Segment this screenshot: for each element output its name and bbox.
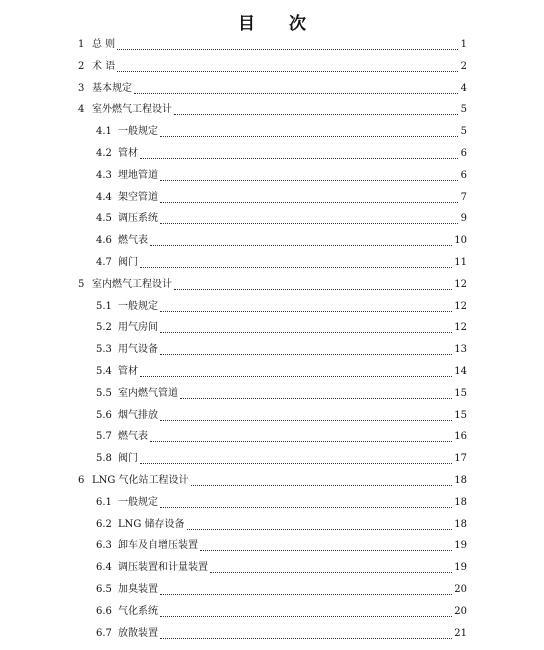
toc-entry-page-number: 12 [454,300,467,312]
dot-leader [174,113,458,115]
toc-entry-label: 加臭装置 [118,584,158,595]
toc-entry-page-number: 11 [454,257,467,268]
dot-leader [160,179,458,181]
toc-entry-number: 4.1 [96,126,112,138]
dot-leader [134,92,458,94]
toc-entry-number: 4.3 [96,169,112,181]
toc-entry-number: 3 [78,82,85,94]
dot-leader [160,506,452,508]
dot-leader [150,440,452,442]
toc-entry[interactable] [78,102,467,118]
toc-entry[interactable] [96,190,467,206]
toc-entry[interactable] [96,124,467,140]
toc-entry-page-number: 9 [460,213,467,225]
toc-entry-label: 燃气表 [118,235,148,247]
dot-leader [160,310,452,312]
toc-entry-label: 室内燃气管道 [118,387,178,399]
toc-entry[interactable] [96,604,467,620]
toc-entry[interactable] [96,211,467,227]
toc-entry-number: 6.1 [96,496,112,508]
toc-entry-label: 总 则 [92,39,116,50]
toc-entry[interactable] [96,451,467,467]
dot-leader [160,637,452,639]
toc-entry-label: 室内燃气工程设计 [92,278,172,290]
toc-entry-label: 用气房间 [118,322,158,334]
toc-entry-page-number: 18 [454,496,467,508]
dot-leader [160,593,452,595]
toc-entry-number: 4 [78,104,85,116]
toc-entry[interactable] [78,277,467,293]
toc-entry-label: LNG 气化站工程设计 [92,475,189,486]
toc-entry-number: 4.7 [96,257,112,268]
toc-entry[interactable] [96,233,467,249]
toc-entry-label: 管材 [118,148,138,159]
toc-entry-number: 5.6 [96,409,112,421]
toc-entry[interactable] [78,37,467,53]
toc-entry[interactable] [96,320,467,336]
dot-leader [187,528,453,530]
toc-entry-page-number: 20 [454,605,467,617]
toc-entry-number: 2 [78,60,85,72]
toc-entry-label: LNG 储存设备 [118,518,185,530]
toc-entry-page-number: 16 [454,431,467,443]
toc-entry-label: 阀门 [118,453,138,465]
toc-entry[interactable] [96,168,467,184]
toc-entry-label: 术 语 [92,60,116,72]
dot-leader [160,222,458,224]
toc-entry-number: 1 [78,39,85,50]
dot-leader [150,244,452,246]
toc-entry-label: 烟气排放 [118,409,158,421]
dot-leader [140,375,452,377]
toc-entry-page-number: 5 [460,126,467,138]
toc-entry-page-number: 6 [460,148,467,159]
toc-entry-page-number: 20 [454,584,467,595]
toc-entry-page-number: 1 [460,39,467,50]
toc-entry-number: 5.8 [96,453,112,465]
toc-entry-label: 燃气表 [118,431,148,443]
toc-entry-page-number: 12 [454,322,467,334]
dot-leader [160,419,452,421]
toc-entry-page-number: 7 [460,191,467,203]
toc-entry-label: 室外燃气工程设计 [92,104,172,116]
toc-entry[interactable] [96,299,467,315]
page-title: 目 次 [238,14,320,34]
toc-entry-number: 6.5 [96,584,112,595]
dot-leader [160,353,452,355]
toc-entry-label: 放散装置 [118,627,158,639]
toc-entry-page-number: 15 [454,409,467,421]
toc-entry-number: 6.7 [96,627,112,639]
dot-leader [174,288,452,290]
toc-entry[interactable] [96,582,467,598]
toc-entry-label: 基本规定 [92,82,132,94]
toc-entry-number: 6 [78,475,85,486]
toc-entry-number: 6.3 [96,540,112,552]
dot-leader [140,157,458,159]
toc-entry-label: 用气设备 [118,344,158,356]
dot-leader [160,331,452,333]
toc-entry-number: 5.7 [96,431,112,443]
toc-entry[interactable] [96,429,467,445]
dot-leader [160,201,458,203]
toc-entry-page-number: 2 [460,60,467,72]
dot-leader [200,549,452,551]
toc-entry[interactable] [78,473,467,489]
toc-entry-number: 6.4 [96,562,112,574]
toc-entry-label: 调压系统 [118,213,158,225]
toc-entry-page-number: 15 [454,387,467,399]
toc-entry[interactable] [96,408,467,424]
toc-entry-number: 6.6 [96,605,112,617]
toc-entry-label: 调压装置和计量装置 [118,562,208,574]
toc-entry-number: 5.1 [96,300,112,312]
toc-entry[interactable] [96,538,467,554]
toc-entry-number: 4.4 [96,191,112,203]
dot-leader [210,571,452,573]
dot-leader [180,397,452,399]
toc-entry-label: 卸车及自增压装置 [118,540,198,552]
toc-entry-number: 4.5 [96,213,112,225]
toc-entry-label: 阀门 [118,257,138,268]
toc-entry-page-number: 10 [454,235,467,247]
toc-entry[interactable] [96,364,467,380]
toc-entry-page-number: 21 [454,627,467,639]
toc-entry-page-number: 19 [454,540,467,552]
toc-entry[interactable] [96,626,467,642]
toc-entry-page-number: 12 [454,278,467,290]
toc-entry-page-number: 14 [454,366,467,377]
dot-leader [160,135,458,137]
toc-entry-number: 4.6 [96,235,112,247]
toc-entry-page-number: 18 [454,475,467,486]
dot-leader [117,48,458,50]
toc-entry[interactable] [96,560,467,576]
toc-entry-label: 一般规定 [118,300,158,312]
toc-entry-label: 管材 [118,366,138,377]
toc-entry-number: 4.2 [96,148,112,159]
toc-entry[interactable] [96,342,467,358]
toc-entry-number: 6.2 [96,518,112,530]
toc-entry[interactable] [96,255,467,271]
toc-entry[interactable] [78,59,467,75]
toc-entry[interactable] [96,386,467,402]
toc-entry-number: 5 [78,278,85,290]
dot-leader [117,70,458,72]
toc-entry[interactable] [96,495,467,511]
toc-entry-label: 一般规定 [118,496,158,508]
toc-entry-page-number: 6 [460,169,467,181]
dot-leader [160,615,452,617]
toc-entry[interactable] [78,81,467,97]
toc-entry-number: 5.4 [96,366,112,377]
toc-entry[interactable] [96,146,467,162]
toc-entry[interactable] [96,517,467,533]
toc-entry-page-number: 18 [454,518,467,530]
toc-entry-label: 埋地管道 [118,169,158,181]
toc-entry-page-number: 17 [454,453,467,465]
toc-entry-label: 一般规定 [118,126,158,138]
toc-entry-label: 架空管道 [118,191,158,203]
toc-entry-page-number: 4 [460,82,467,94]
toc-entry-number: 5.5 [96,387,112,399]
toc-entry-number: 5.3 [96,344,112,356]
toc-entry-page-number: 19 [454,562,467,574]
toc-entry-page-number: 13 [454,344,467,356]
dot-leader [140,462,452,464]
dot-leader [140,266,452,268]
toc-entry-label: 气化系统 [118,605,158,617]
toc-entry-number: 5.2 [96,322,112,334]
dot-leader [191,484,453,486]
toc-entry-page-number: 5 [460,104,467,116]
